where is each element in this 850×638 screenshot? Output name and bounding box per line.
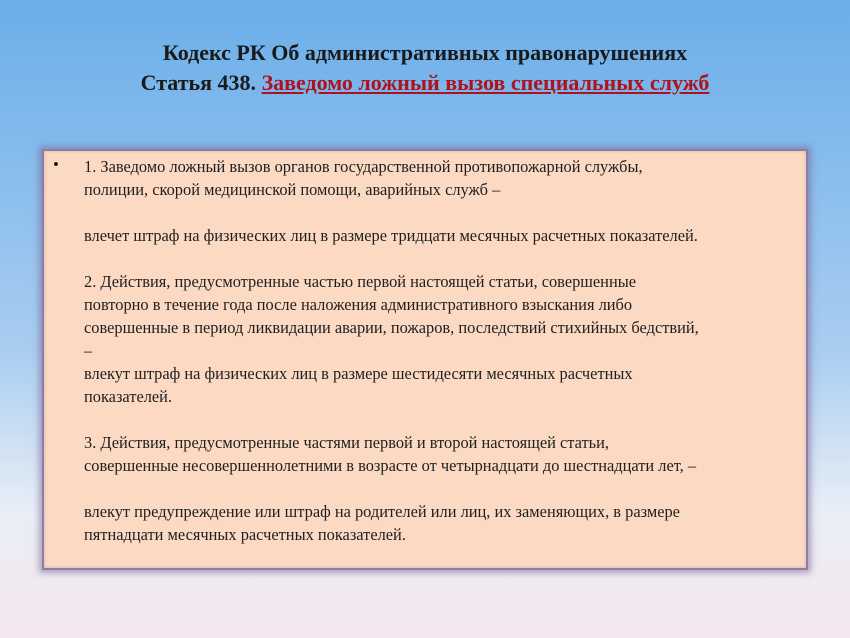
code-title: Кодекс РК Об административных правонарушениях (162, 40, 688, 65)
article-text (84, 155, 796, 546)
paragraph-2: 2. Действия, предусмотренные частью первой настоящей статьи, совершенные повторно в течение года после наложения административного взыскания либо совершенные в период ликвидации аварии, пожаров, последствий стихийных бедствий, – влекут штраф на физических лиц в размере шестидесяти месячных расчетных показателей. (84, 272, 699, 406)
article-number: Статья 438. (140, 70, 262, 95)
bullet-marker: • (53, 155, 59, 174)
paragraph-1: 1. Заведомо ложный вызов органов государственной противопожарной службы, полиции, скорой медицинской помощи, аварийных служб – (84, 157, 643, 199)
paragraph-1-penalty: влечет штраф на физических лиц в размере тридцати месячных расчетных показателей. (84, 226, 698, 245)
article-content-box (42, 149, 808, 570)
paragraph-3: 3. Действия, предусмотренные частями первой и второй настоящей статьи, совершенные несовершеннолетними в возрасте от четырнадцати до шестнадцати лет, – (84, 433, 697, 475)
slide-title (0, 38, 850, 98)
article-name-link[interactable]: Заведомо ложный вызов специальных служб (261, 70, 710, 95)
article-title (0, 68, 850, 98)
paragraph-3-penalty: влекут предупреждение или штраф на родителей или лиц, их заменяющих, в размере пятнадцати месячных расчетных показателей. (84, 502, 680, 544)
